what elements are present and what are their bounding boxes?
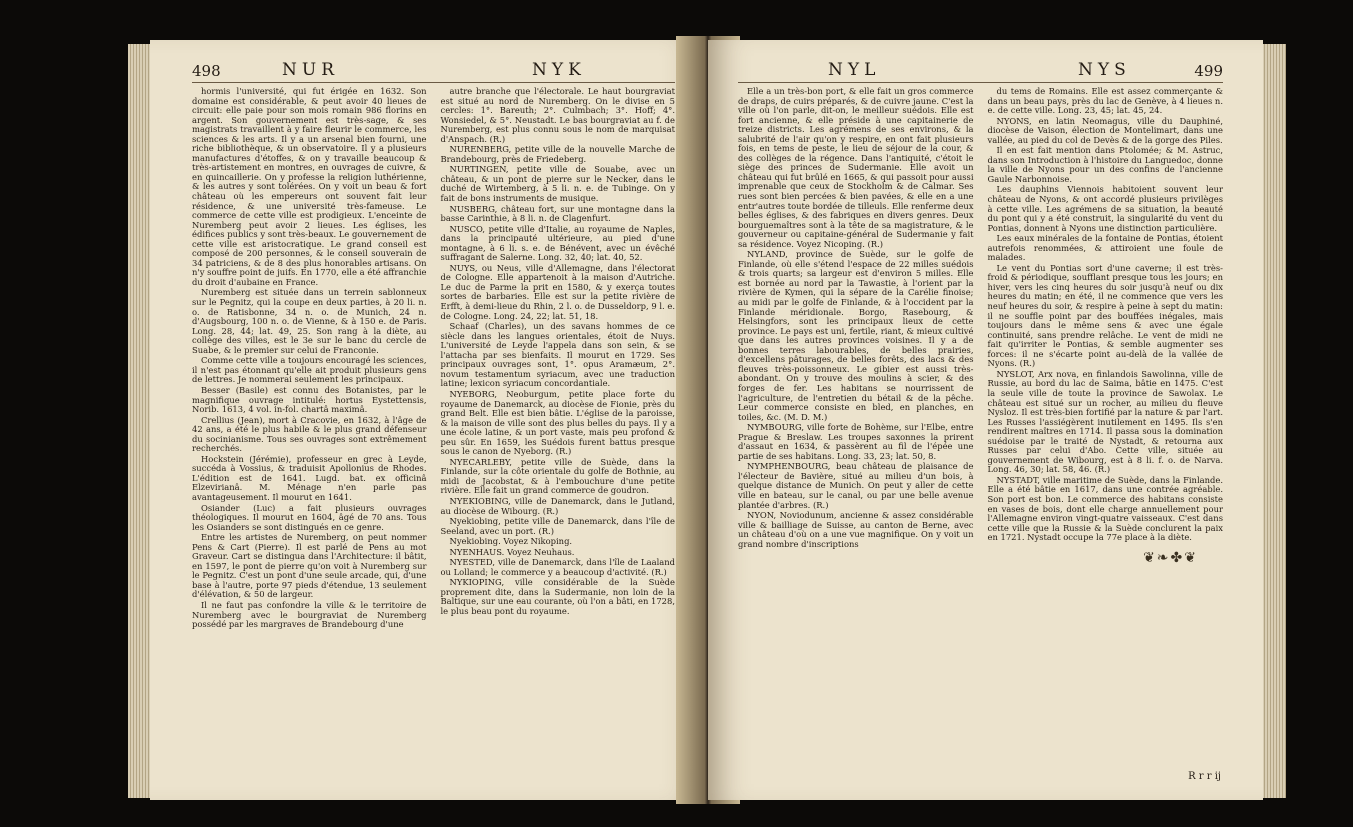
page-number: 499 xyxy=(1194,62,1223,80)
paragraph: Les dauphins Viennois habitoient souvent leur château de Nyons, & ont accordé plusieurs privilèges à cette ville. Les agrémens de sa situation, la beauté du pont qui y a été construit, la singularité du vent du Pontias, donnent à Nyons une distinction particulière. xyxy=(987,184,1223,233)
right-page-edges xyxy=(1262,44,1286,798)
ornament-vignette-icon: ❦❧✤❦ xyxy=(1143,549,1198,566)
paragraph: NYSTADT, ville maritime de Suède, dans la Finlande. Elle a été bâtie en 1617, dans une contrée agréable. Son port est bon. Le commerce des habitans consiste en vases de bois, dont elle charge annuellement pour l'Allemagne environ vingt-quatre vaisseaux. C'est dans cette ville que la Russie & la Suède conclurent la paix en 1721. Nystadt occupe la 77e place à la diète. xyxy=(987,474,1223,543)
paragraph: NYKIOPING, ville considérable de la Suède proprement dite, dans la Sudermanie, non loin de la Baltique, sur une eau courante, où l'on a bâti, en 1728, le plus beau pont du royaume. xyxy=(440,577,675,616)
signature-mark: R r r ij xyxy=(1188,771,1221,782)
paragraph: NUSCO, petite ville d'Italie, au royaume de Naples, dans la principauté ultérieure, au pied d'une montagne, à 6 li. s. e. de Bénévent, avec un évêché suffragant de Salerne. Long. 32, 40; lat. 40, 52. xyxy=(440,223,675,263)
paragraph: Schaaf (Charles), un des savans hommes de ce siècle dans les langues orientales, étoit de Nuys. L'université de Leyde l'appela dans son sein, & se l'attacha par ses bienfaits. Il mourut en 1729. Ses principaux ouvrages sont, 1°. opus Aramæum, 2°. novum testamentum syriacum, avec une traduction latine; lexicon syriacum concordantiale. xyxy=(440,321,675,389)
paragraph: Crellius (Jean), mort à Cracovie, en 1632, à l'âge de 42 ans, a été le plus habile & le plus grand défenseur du socinianisme. Tous ses ouvrages sont extrêmement recherchés. xyxy=(192,414,427,454)
running-headword: NYL xyxy=(828,60,881,80)
paragraph: Hockstein (Jérémie), professeur en grec à Leyde, succéda à Vossius, & traduisit Apollonius de Rhodes. L'édition est de 1641. Lugd. bat. ex officinâ Elzevirianâ. M. Ménage n'en parle pas avantageusement. Il mourut en 1641. xyxy=(192,453,427,502)
paragraph: Nyekiobing, petite ville de Danemarck, dans l'île de Seeland, avec un port. (R.) xyxy=(440,516,675,536)
text-columns xyxy=(192,87,675,631)
paragraph: NYON, Noviodunum, ancienne & assez considérable ville & bailliage de Suisse, au canton de Berne, avec un château d'où on a une vue magnifique. On y voit un grand nombre d'inscriptions xyxy=(738,510,974,549)
text-column xyxy=(987,86,1224,566)
paragraph: Nuremberg est située dans un terrein sablonneux sur le Pegnitz, qui la coupe en deux parties, à 20 li. n. o. de Ratisbonne, 34 n. o. de Munich, 24 n. d'Augsbourg, 100 n. o. de Vienne, & à 150 e. de Paris. Long. 28, 44; lat. 49, 25. Son rang à la diète, au collège des villes, est le 3e sur le banc du cercle de Suabe, & le premier sur celui de Franconie. xyxy=(192,287,427,355)
left-page xyxy=(150,40,705,800)
paragraph: du tems de Romains. Elle est assez commerçante & dans un beau pays, près du lac de Genève, à 4 lieues n. e. de cette ville. Long. 23, 45; lat. 45, 24. xyxy=(987,86,1223,116)
paragraph: Entre les artistes de Nuremberg, on peut nommer Pens & Cart (Pierre). Il est parlé de Pens au mot Graveur. Cart se distingua dans l'Architecture: il bâtit, en 1597, le pont de pierre qu'on voit à Nuremberg sur le Pegnitz. C'est un pont d'une seule arcade, qui, d'une base à l'autre, porte 97 pieds d'étendue, 13 seulement d'élévation, & 50 de largeur. xyxy=(192,532,427,600)
text-column xyxy=(738,87,974,563)
paragraph: NUSBERG, château fort, sur une montagne dans la basse Carinthie, à 8 li. n. de Clagenfurt. xyxy=(440,203,675,224)
paragraph: NYESTED, ville de Danemarck, dans l'île de Laaland ou Lolland; le commerce y a beaucoup d'activité. (R.) xyxy=(440,557,675,577)
paragraph: Comme cette ville a toujours encouragé les sciences, il n'est pas étonnant qu'elle ait produit plusieurs gens de lettres. Je nommerai seulement les principaux. xyxy=(192,355,427,385)
paragraph: Les eaux minérales de la fontaine de Pontias, étoient autrefois renommées, & attiroient une foule de malades. xyxy=(987,233,1223,263)
paragraph: NYSLOT, Arx nova, en finlandois Sawolinna, ville de Russie, au bord du lac de Saima, bâtie en 1475. C'est la seule ville de toute la province de Sawolax. Le château est situé sur un rocher, au milieu du fleuve Nysloz. Il est très-bien fortifié par la nature & par l'art. Les Russes l'assiégèrent inutilement en 1495. Ils s'en rendirent maîtres en 1714. Il passa sous la domination suédoise par le traité de Nystadt, & retourna aux Russes par celui d'Abo. Cette ville, située au gouvernement de Wibourg, est à 8 li. f. o. de Narva. Long. 46, 30; lat. 58, 46. (R.) xyxy=(987,368,1223,475)
paragraph: NYONS, en latin Neomagus, ville du Dauphiné, diocèse de Vaison, élection de Montelimart, dans une vallée, au pied du col de Devès & de la gorge des Piles. xyxy=(987,115,1223,145)
paragraph: NYMBOURG, ville forte de Bohème, sur l'Elbe, entre Prague & Breslaw. Les troupes saxonnes la prirent d'assaut en 1634, & passèrent au fil de l'épée une partie de ses habitans. Long. 33, 23; lat. 50, 8. xyxy=(738,422,974,461)
text-column xyxy=(192,87,427,631)
paragraph: NYLAND, province de Suède, sur le golfe de Finlande, où elle s'étend l'espace de 22 milles suédois & trois quarts; sa largeur est d'environ 5 milles. Elle est bornée au nord par la Tawastie, à l'orient par la rivière de Kymen, qui la sépare de la Carélie finoise; au midi par le golfe de Finlande, & à l'occident par la Finlande méridionale. Borgo, Rasebourg, & Helsingfors, sont les principaux lieux de cette province. Le pays est uni, fertile, riant, & mieux cultivé que dans les autres provinces voisines. Il y a de bonnes terres labourables, de belles prairies, d'excellens pâturages, de belles forêts, des lacs & des fleuves très-poissonneux. Le gibier est aussi très-abondant. On y trouve des moulins à scier, & des forges de fer. Les habitans se nourrissent de l'agriculture, de l'entretien du bétail & de la pêche. Leur commerce consiste en bled, en planches, en toiles, &c. (M. D. M.) xyxy=(738,249,974,422)
paragraph: NYECARLEBY, petite ville de Suède, dans la Finlande, sur la côte orientale du golfe de Bothnie, au midi de Jacobstat, & à l'embouchure d'une petite rivière. Elle fait un grand commerce de goudron. xyxy=(440,456,675,496)
paragraph: Il en est fait mention dans Ptolomée; & M. Astruc, dans son Introduction à l'histoire du Languedoc, donne la ville de Nyons pour un des confins de l'ancienne Gaule Narbonnoise. xyxy=(987,145,1223,184)
paragraph: Il ne faut pas confondre la ville & le territoire de Nuremberg avec le bourgraviat de Nuremberg possédé par les margraves de Brandebourg d'une xyxy=(192,599,427,630)
paragraph: NURTINGEN, petite ville de Souabe, avec un château, & un pont de pierre sur le Necker, dans le duché de Wirtemberg, à 5 li. n. e. de Tubinge. On y fait de bons instruments de musique. xyxy=(440,164,675,204)
running-headword: NUR xyxy=(282,60,340,80)
paragraph: hormis l'université, qui fut érigée en 1632. Son domaine est considérable, & peut avoir 40 lieues de circuit: elle paie pour son mois romain 986 florins en argent. Son gouvernement est très-sage, & ses magistrats travaillent à y faire fleurir le commerce, les sciences & les arts. Il y a un arsenal bien fourni, une riche bibliothèque, & un observatoire. Il y a plusieurs manufactures d'étoffes, & on y travaille beaucoup & très-artistement en montres, en ouvrages de cuivre, & en quincaillerie. On y professe la religion luthérienne, & les autres y sont tolérées. On y voit un beau & fort château où les empereurs ont souvent fait leur résidence, & une université très-fameuse. Le commerce de cette ville est prodigieux. L'enceinte de Nuremberg peut avoir 2 lieues. Les églises, les édifices publics y sont très-beaux. Le gouvernement de cette ville est aristocratique. Le grand conseil est composé de 200 personnes, & le conseil souverain de 34 patriciens, & de 8 des plus honorables artisans. On n'y souffre point de juifs. En 1770, elle a été affranchie du droit d'aubaine en France. xyxy=(192,86,427,287)
paragraph: autre branche que l'électorale. Le haut bourgraviat est situé au nord de Nuremberg. On le divise en 5 cercles: 1°. Bareuth; 2°. Culmbach; 3°. Hoff; 4°. Wonsiedel, & 5°. Neustadt. Le bas bourgraviat au f. de Nuremberg, est plus connu sous le nom de marquisat d'Anspach. (R.) xyxy=(440,86,675,144)
text-columns xyxy=(738,86,1223,566)
paragraph: Elle a un très-bon port, & elle fait un gros commerce de draps, de cuirs préparés, & de cuivre jaune. C'est la ville où l'on parle, dit-on, le meilleur suédois. Elle est fort ancienne, & elle préside à une capitainerie de treize districts. Les agrémens de ses environs, & la salubrité de l'air qu'on y respire, en ont fait plusieurs fois, en tems de peste, le lieu de séjour de la cour, & des collèges de la régence. Dans l'antiquité, c'étoit le siège des princes de Sudermanie. Elle avoit un château qui fut brûlé en 1665, & qui passoit pour aussi imprenable que ceux de Stockholm & de Calmar. Ses rues sont bien percées & bien pavées, & elle en a une entr'autres toute bordée de tilleuls. Elle renferme deux belles églises, & des fabriques en divers genres. Deux bourguemaîtres sont à la tête de sa magistrature, & le gouverneur ou capitaine-général de Sudermanie y fait sa résidence. Voyez Nicoping. (R.) xyxy=(738,86,974,249)
page-number: 498 xyxy=(192,62,221,80)
running-headword: NYS xyxy=(1078,60,1131,80)
paragraph: Le vent du Pontias sort d'une caverne; il est très-froid & périodique, soufflant presque tous les jours; en hiver, vers les cinq heures du soir jusqu'à neuf ou dix heures du matin; en été, il ne commence que vers les neuf heures du soir, & respire à peine à sept du matin: il ne souffle point par des bouffées inégales, mais toujours dans le même sens & avec une égale continuité, sans prendre relâche. Le vent de midi ne fait qu'irriter le Pontias, & semble augmenter ses forces: il ne s'écarte point au-delà de la vallée de Nyons. (R.) xyxy=(987,262,1223,369)
paragraph: Osiander (Luc) a fait plusieurs ouvrages théologiques. Il mourut en 1604, âgé de 70 ans. Tous les Osianders se sont distingués en ce genre. xyxy=(192,502,427,532)
paragraph: NUYS, ou Neus, ville d'Allemagne, dans l'électorat de Cologne. Elle appartenoit à la maison d'Autriche. Le duc de Parme la prit en 1580, & y exerça toutes sortes de barbaries. Elle est sur la petite rivière de Erfft, à demi-lieue du Rhin, 2 l. o. de Dusseldorp, 9 l. e. de Cologne. Long. 24, 22; lat. 51, 18. xyxy=(440,262,675,321)
paragraph: NYMPHENBOURG, beau château de plaisance de l'électeur de Bavière, situé au milieu d'un bois, à quelque distance de Munich. On peut y aller de cette ville en bateau, sur le canal, ou par une belle avenue plantée d'arbres. (R.) xyxy=(738,461,974,510)
paragraph: Besser (Basile) est connu des Botanistes, par le magnifique ouvrage intitulé: hortus Eystettensis, Norib. 1613, 4 vol. in-fol. chartâ maximâ. xyxy=(192,384,427,415)
paragraph: NURENBERG, petite ville de la nouvelle Marche de Brandebourg, près de Friedeberg. xyxy=(440,144,675,164)
right-page-header xyxy=(738,60,1223,83)
right-page xyxy=(708,40,1263,800)
paragraph: NYEBORG, Neoburgum, petite place forte du royaume de Danemarck, au diocèse de Fionie, près du grand Belt. Elle est bien bâtie. L'église de la paroisse, & la maison de ville sont des plus belles du pays. Il y a une école latine, & un port vaste, mais peu profond & peu sûr. En 1659, les Suédois furent battus presque sous le canon de Nyeborg. (R.) xyxy=(440,388,675,457)
text-column xyxy=(441,87,676,631)
left-page-edges xyxy=(128,44,152,798)
paragraph: NYENHAUS. Voyez Neuhaus. xyxy=(449,546,575,557)
paragraph: Nyekiobing. Voyez Nikoping. xyxy=(449,536,573,547)
left-page-header xyxy=(192,60,675,83)
running-headword: NYK xyxy=(532,60,586,80)
paragraph: NYEKIOBING, ville de Danemarck, dans le Jutland, au diocèse de Wibourg. (R.) xyxy=(440,495,675,516)
